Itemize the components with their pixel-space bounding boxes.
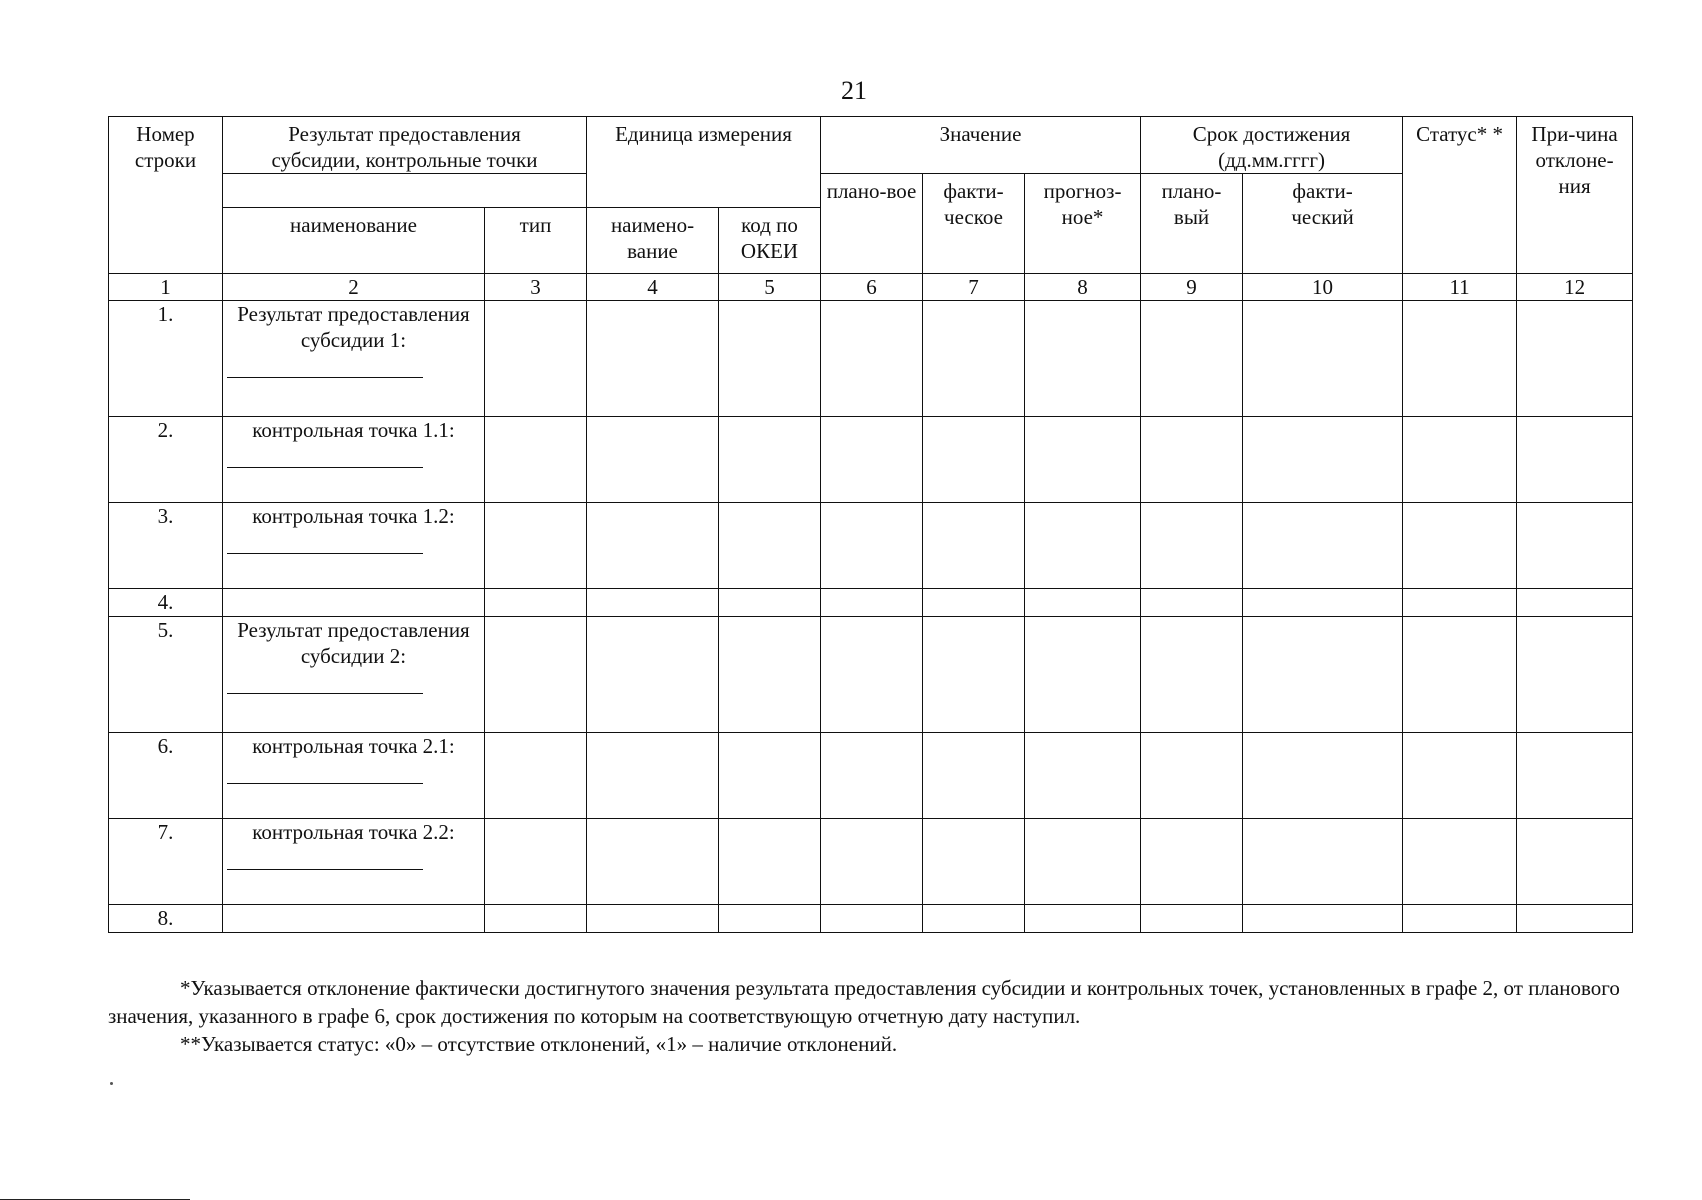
name-fill-line [227, 669, 423, 694]
empty-cell [923, 733, 1025, 819]
row-number: 6. [109, 733, 223, 819]
row-number: 1. [109, 301, 223, 417]
header-planned-date: плано-вый [1141, 174, 1243, 274]
column-number: 8 [1025, 274, 1141, 301]
empty-cell [1517, 617, 1633, 733]
header-status: Статус* * [1403, 117, 1517, 274]
empty-cell [1517, 589, 1633, 617]
row-name-cell [223, 503, 485, 589]
header-unit-name: наимено-вание [587, 208, 719, 274]
row-name-cell [223, 617, 485, 733]
row-number: 2. [109, 417, 223, 503]
empty-cell [719, 733, 821, 819]
table-row [109, 733, 1633, 819]
empty-cell [1141, 417, 1243, 503]
column-number: 9 [1141, 274, 1243, 301]
empty-cell [719, 819, 821, 905]
empty-cell [1517, 503, 1633, 589]
empty-cell [1025, 905, 1141, 933]
empty-cell [1141, 819, 1243, 905]
empty-cell [1243, 733, 1403, 819]
header-result: Результат предоставления субсидии, контрольные точки [223, 117, 587, 174]
header-unit: Единица измерения [587, 117, 821, 208]
page-number: 21 [841, 76, 867, 105]
header-planned: плано-вое [821, 174, 923, 274]
empty-cell [719, 589, 821, 617]
column-number: 6 [821, 274, 923, 301]
empty-cell [1243, 905, 1403, 933]
empty-cell [821, 733, 923, 819]
report-table [108, 116, 1633, 933]
empty-cell [485, 733, 587, 819]
empty-cell [821, 819, 923, 905]
empty-cell [821, 301, 923, 417]
empty-cell [1403, 503, 1517, 589]
footnote-deviation: *Указывается отклонение фактически достигнутого значения результата предоставления субсидии и контрольных точек, установленных в графе 2, от планового значения, указанного в графе 6, срок достижения по которым на соответствующую отчетную дату наступил. [108, 976, 1620, 1028]
empty-cell [587, 503, 719, 589]
column-number: 5 [719, 274, 821, 301]
empty-cell [1243, 819, 1403, 905]
empty-cell [1025, 617, 1141, 733]
header-name: наименование [223, 208, 485, 274]
header-actual-date: факти-ческий [1243, 174, 1403, 274]
scan-speck [110, 1082, 113, 1085]
empty-cell [587, 589, 719, 617]
empty-cell [1403, 417, 1517, 503]
table-row [109, 617, 1633, 733]
empty-cell [1243, 417, 1403, 503]
empty-cell [587, 733, 719, 819]
empty-cell [485, 503, 587, 589]
name-fill-line [227, 845, 423, 870]
header-value: Значение [821, 117, 1141, 174]
empty-cell [923, 589, 1025, 617]
empty-cell [1025, 503, 1141, 589]
row-name: контрольная точка 2.1: [252, 734, 455, 758]
empty-cell [821, 503, 923, 589]
table-body [109, 301, 1633, 933]
empty-cell [587, 617, 719, 733]
empty-cell [821, 905, 923, 933]
empty-cell [1243, 589, 1403, 617]
row-name: контрольная точка 1.2: [252, 504, 455, 528]
header-deadline: Срок достижения (дд.мм.гггг) [1141, 117, 1403, 174]
empty-cell [485, 301, 587, 417]
empty-cell [1141, 589, 1243, 617]
header-reason: При-чина отклоне-ния [1517, 117, 1633, 274]
row-name: Результат предоставления субсидии 1: [237, 302, 470, 352]
row-name-cell [223, 589, 485, 617]
empty-cell [1025, 417, 1141, 503]
column-number: 12 [1517, 274, 1633, 301]
row-name: контрольная точка 1.1: [252, 418, 455, 442]
empty-cell [1403, 905, 1517, 933]
row-number: 3. [109, 503, 223, 589]
row-name-cell [223, 733, 485, 819]
empty-cell [1141, 733, 1243, 819]
empty-cell [1517, 733, 1633, 819]
column-numbers-row [109, 274, 1633, 301]
name-fill-line [227, 443, 423, 468]
row-name-cell [223, 417, 485, 503]
empty-cell [1517, 301, 1633, 417]
table-row [109, 589, 1633, 617]
empty-cell [1025, 733, 1141, 819]
empty-cell [1403, 301, 1517, 417]
column-number: 4 [587, 274, 719, 301]
empty-cell [923, 417, 1025, 503]
empty-cell [1403, 733, 1517, 819]
empty-cell [587, 819, 719, 905]
footnote-status: **Указывается статус: «0» – отсутствие отклонений, «1» – наличие отклонений. [180, 1032, 898, 1056]
table-row [109, 301, 1633, 417]
header-type: тип [485, 208, 587, 274]
footnotes [108, 974, 1632, 1058]
row-name-cell [223, 301, 485, 417]
empty-cell [485, 617, 587, 733]
row-number: 5. [109, 617, 223, 733]
header-row-number: Номер строки [109, 117, 223, 274]
empty-cell [1403, 617, 1517, 733]
name-fill-line [227, 353, 423, 378]
empty-cell [587, 301, 719, 417]
empty-cell [821, 617, 923, 733]
row-number: 7. [109, 819, 223, 905]
name-fill-line [227, 759, 423, 784]
header-okei-code: код по ОКЕИ [719, 208, 821, 274]
column-number: 2 [223, 274, 485, 301]
empty-cell [719, 301, 821, 417]
empty-cell [821, 589, 923, 617]
empty-cell [1243, 301, 1403, 417]
header-forecast: прогноз-ное* [1025, 174, 1141, 274]
table-row [109, 503, 1633, 589]
empty-cell [923, 819, 1025, 905]
empty-cell [821, 417, 923, 503]
empty-cell [923, 503, 1025, 589]
empty-cell [719, 905, 821, 933]
empty-cell [1141, 301, 1243, 417]
empty-cell [1025, 819, 1141, 905]
empty-cell [1141, 617, 1243, 733]
header-result-spacer [223, 174, 587, 208]
empty-cell [1517, 905, 1633, 933]
row-name: Результат предоставления субсидии 2: [237, 618, 470, 668]
column-number: 10 [1243, 274, 1403, 301]
table-row [109, 417, 1633, 503]
empty-cell [485, 905, 587, 933]
empty-cell [719, 503, 821, 589]
column-number: 11 [1403, 274, 1517, 301]
empty-cell [485, 819, 587, 905]
row-number: 4. [109, 589, 223, 617]
row-name-cell [223, 819, 485, 905]
empty-cell [923, 905, 1025, 933]
empty-cell [1403, 589, 1517, 617]
empty-cell [485, 589, 587, 617]
row-number: 8. [109, 905, 223, 933]
row-name: контрольная точка 2.2: [252, 820, 455, 844]
empty-cell [1517, 819, 1633, 905]
empty-cell [1243, 617, 1403, 733]
empty-cell [719, 417, 821, 503]
column-number: 7 [923, 274, 1025, 301]
column-number: 3 [485, 274, 587, 301]
empty-cell [587, 905, 719, 933]
empty-cell [719, 617, 821, 733]
header-actual: факти-ческое [923, 174, 1025, 274]
empty-cell [923, 617, 1025, 733]
empty-cell [923, 301, 1025, 417]
empty-cell [1141, 905, 1243, 933]
empty-cell [1517, 417, 1633, 503]
empty-cell [1025, 589, 1141, 617]
table-row [109, 905, 1633, 933]
table-row [109, 819, 1633, 905]
empty-cell [1243, 503, 1403, 589]
row-name-cell [223, 905, 485, 933]
empty-cell [485, 417, 587, 503]
empty-cell [587, 417, 719, 503]
column-number: 1 [109, 274, 223, 301]
empty-cell [1141, 503, 1243, 589]
name-fill-line [227, 529, 423, 554]
empty-cell [1403, 819, 1517, 905]
empty-cell [1025, 301, 1141, 417]
